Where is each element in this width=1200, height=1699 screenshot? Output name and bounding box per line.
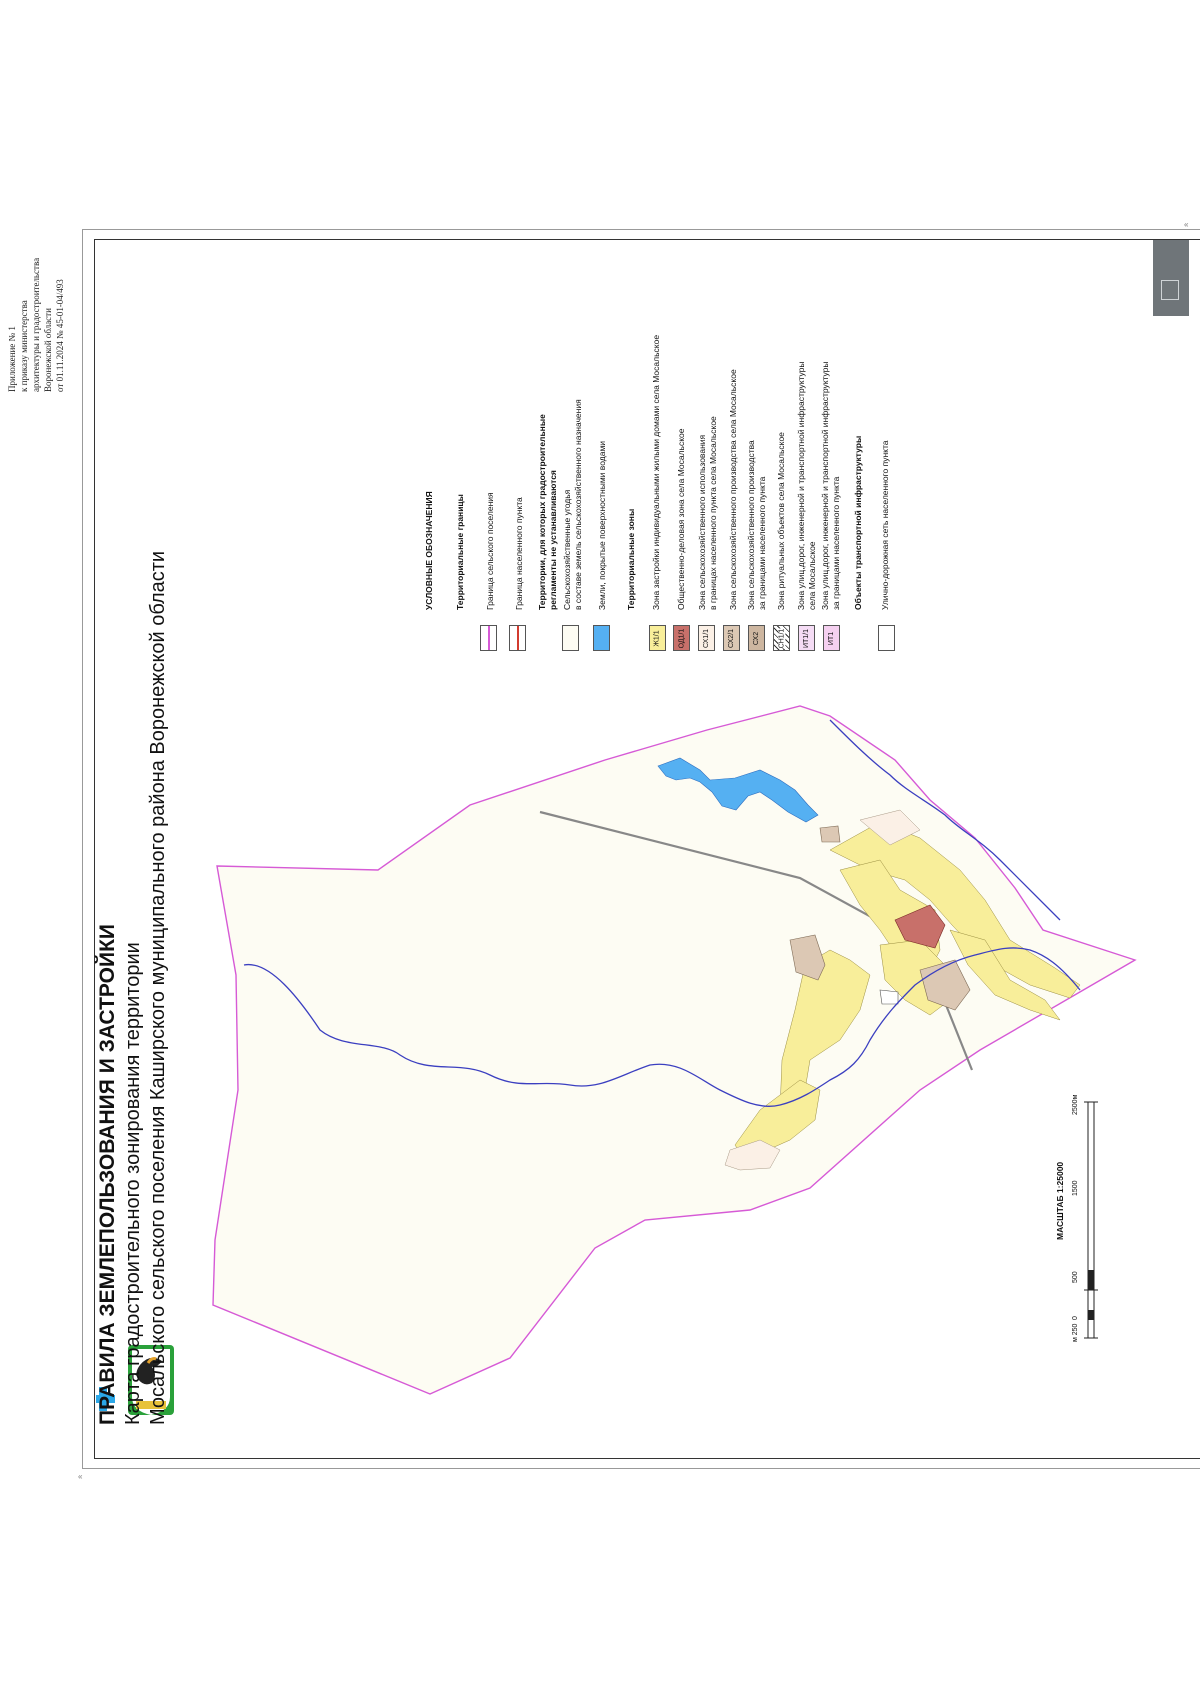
map-title: ПРАВИЛА ЗЕМЛЕПОЛЬЗОВАНИЯ И ЗАСТРОЙКИ <box>96 924 119 1425</box>
scale-bar <box>1080 1100 1104 1340</box>
legend-label: села Мосальское <box>807 541 817 610</box>
swatch-zone-sn1 <box>773 625 790 651</box>
settlement-boundary <box>213 706 1135 1394</box>
swatch-settlement-boundary <box>480 625 497 651</box>
annotation-line: Приложение № 1 <box>7 326 17 392</box>
legend-label: Граница населенного пункта <box>514 497 524 610</box>
map-subtitle-region: Мосальского сельского поселения Каширского муниципального района Воронежской области <box>147 550 169 1425</box>
annotation-line: архитектуры и градостроительства <box>31 257 41 392</box>
legend-label: Земли, покрытые поверхностными водами <box>597 440 607 610</box>
scale-tick: 500 <box>1072 1271 1079 1283</box>
legend-label: в границах населенного пункта села Мосальское <box>708 416 718 610</box>
zone-code: ИТ1/1 <box>803 628 811 648</box>
legend-label: в составе земель сельскохозяйственного назначения <box>573 399 583 610</box>
scale-tick: м 250 <box>1072 1323 1079 1342</box>
swatch-water <box>593 625 610 651</box>
annotation-line: к приказу министерства <box>19 300 29 392</box>
legend-label: за границами населенного пункта <box>831 476 841 610</box>
legend-boundaries-heading: Территориальные границы <box>455 494 465 610</box>
annotation-line: Воронежской области <box>43 308 53 392</box>
zone-code: СХ2/1 <box>728 628 735 648</box>
zone-code: СХ1/1 <box>703 628 710 648</box>
swatch-zone-od1 <box>673 625 690 651</box>
swatch-street-network <box>878 625 895 651</box>
legend-label: Зона сельскохозяйственного производства <box>746 440 756 610</box>
legend-label: Зона застройки индивидуальными жилыми домами села Мосальское <box>651 334 661 610</box>
corner-mark: « <box>78 1472 83 1481</box>
scale-tick: 1500 <box>1072 1180 1079 1196</box>
swatch-zone-it1 <box>823 625 840 651</box>
swatch-agricultural-land <box>562 625 579 651</box>
swatch-village-boundary <box>509 625 526 651</box>
swatch-zone-zh1 <box>649 625 666 651</box>
annotation-line: от 01.11.2024 № 45-01-04/493 <box>55 279 65 392</box>
legend-label: Зона улиц,дорог, инженерной и транспортной инфраструктуры <box>820 361 830 610</box>
zone-code: СХ2 <box>752 631 760 645</box>
legend-label: Зона улиц,дорог, инженерной и транспортной инфраструктуры <box>796 361 806 610</box>
legend-label: Зона сельскохозяйственного использования <box>697 434 707 610</box>
scale-tick: 0 <box>1072 1316 1079 1320</box>
legend-label: Общественно-деловая зона села Мосальское <box>676 428 686 610</box>
legend-label: Зона ритуальных объектов села Мосальское <box>776 432 786 610</box>
zone-code: СН1/1 <box>778 628 785 648</box>
zone-code: ОД1/1 <box>678 628 686 648</box>
legend-label: Сельскохозяйственные угодья <box>562 489 572 610</box>
legend-transport-heading: Объекты транспортной инфраструктуры <box>853 435 863 610</box>
legend-heading: УСЛОВНЫЕ ОБОЗНАЧЕНИЯ <box>424 491 434 610</box>
swatch-zone-skh2-1 <box>723 625 740 651</box>
legend-heading-no-regulation: регламенты не устанавливаются <box>548 470 558 610</box>
zone-code: Ж1/1 <box>654 629 662 647</box>
swatch-zone-it1-1 <box>798 625 815 651</box>
scale-label: МАСШТАБ 1:25000 <box>1055 1161 1065 1240</box>
legend-label: Зона сельскохозяйственного производства села Мосальское <box>728 369 738 610</box>
scale-tick: 2500м <box>1072 1094 1079 1115</box>
legend-label: за границами населенного пункта <box>757 476 767 610</box>
legend-heading-no-regulation: Территории, для которых градостроительные <box>537 414 547 610</box>
legend-label: Улично-дорожная сеть населенного пункта <box>880 440 890 610</box>
legend-label: Граница сельского поселения <box>485 492 495 610</box>
zone-code: ИТ1 <box>827 631 835 645</box>
swatch-zone-skh1 <box>698 625 715 651</box>
swatch-zone-skh2 <box>748 625 765 651</box>
map-subtitle: Карта градостроительного зонирования территории <box>122 942 144 1425</box>
corner-mark: « <box>1184 220 1189 229</box>
legend-zones-heading: Территориальные зоны <box>626 508 636 610</box>
